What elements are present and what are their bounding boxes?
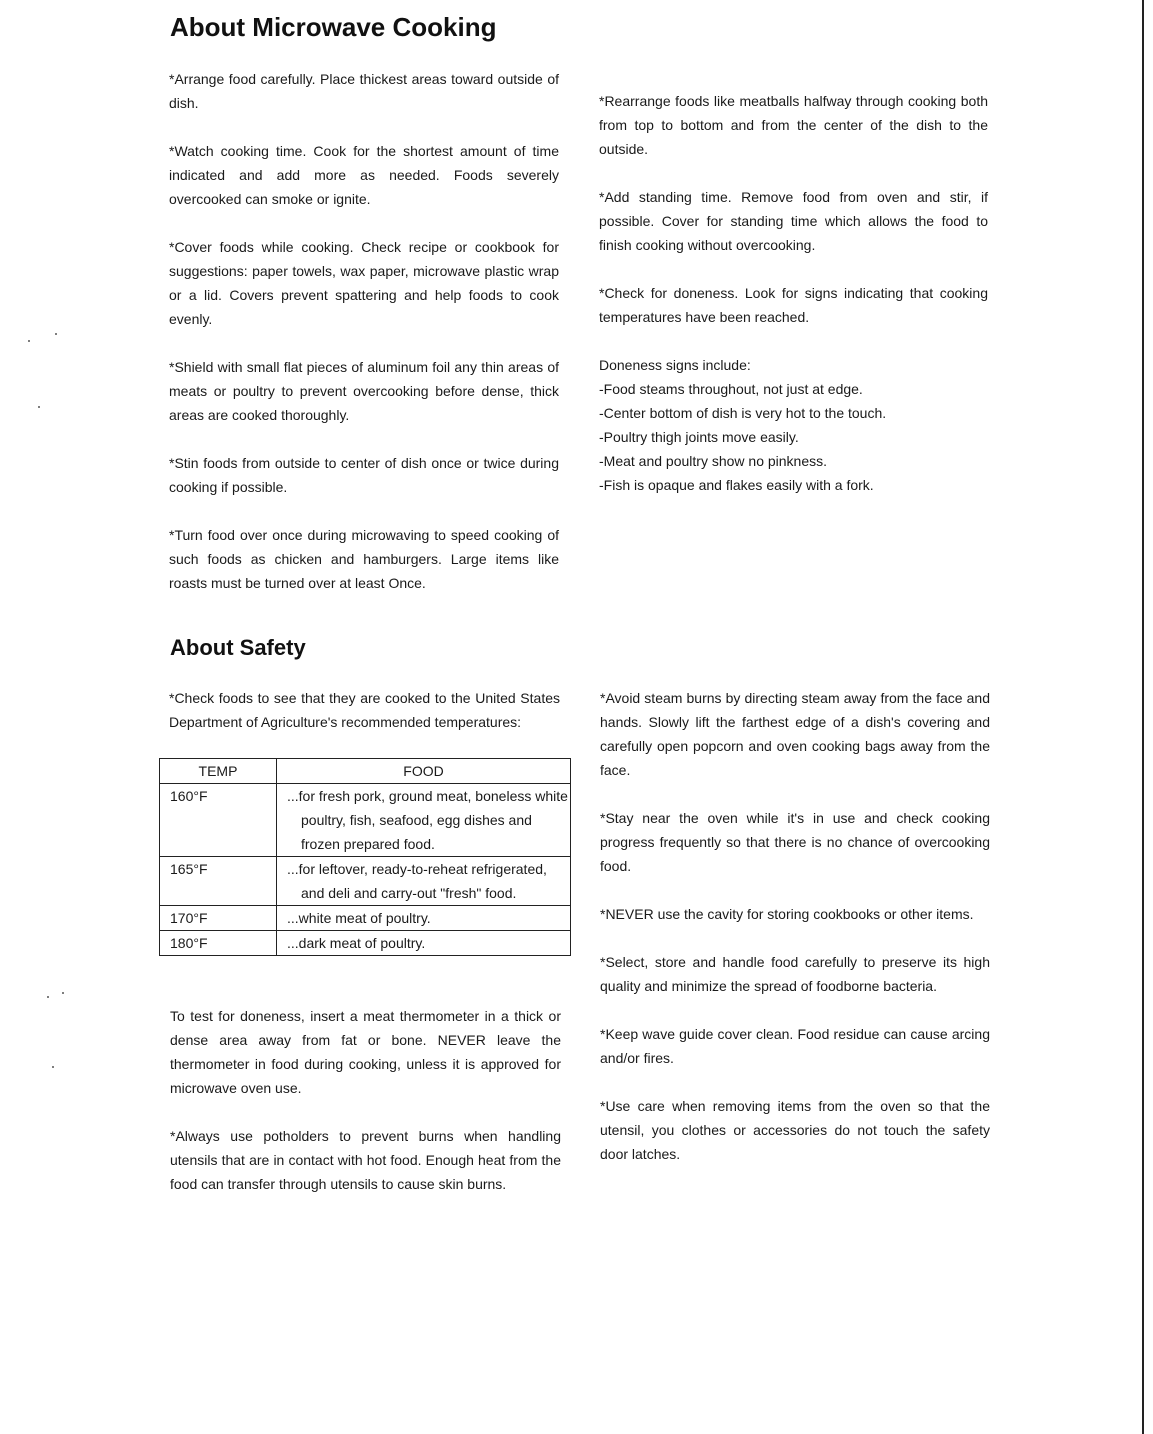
table-row xyxy=(160,857,571,906)
food-description: ...white meat of poultry. xyxy=(287,910,431,926)
tip-doneness: *Check for doneness. Look for signs indicating that cooking temperatures have been reached. xyxy=(599,285,988,325)
cooking-tips-right xyxy=(599,89,988,497)
temp-value: 170°F xyxy=(160,906,277,931)
tip-rearrange: *Rearrange foods like meatballs halfway through cooking both from top to bottom and from the center of the dish to the outside. xyxy=(599,93,988,157)
safety-intro xyxy=(169,686,560,734)
doneness-signs xyxy=(599,353,988,497)
tip-food-handling: *Select, store and handle food carefully to preserve its high quality and minimize the spread of foodborne bacteria. xyxy=(600,954,990,994)
temperature-table xyxy=(159,758,571,956)
header-temp: TEMP xyxy=(160,759,277,784)
safety-tips-right xyxy=(600,686,990,1166)
temp-value: 165°F xyxy=(160,857,277,906)
safety-check-temps: *Check foods to see that they are cooked to the United States Department of Agriculture's recommended temperatures: xyxy=(169,690,560,730)
temp-value: 180°F xyxy=(160,931,277,956)
food-cell xyxy=(277,906,571,931)
food-cell xyxy=(277,931,571,956)
list-item: -Meat and poultry show no pinkness. xyxy=(599,453,828,469)
doneness-list xyxy=(599,377,988,497)
cooking-tips-left xyxy=(169,67,559,595)
scan-edge-line xyxy=(1142,0,1144,1434)
tip-cavity: *NEVER use the cavity for storing cookbooks or other items. xyxy=(600,906,974,922)
scan-speck xyxy=(38,406,40,408)
tip-stir: *Stin foods from outside to center of dish once or twice during cooking if possible. xyxy=(169,455,559,495)
doneness-intro: Doneness signs include: xyxy=(599,357,751,373)
heading-about-safety: About Safety xyxy=(170,635,306,660)
tip-stay-near: *Stay near the oven while it's in use and check cooking progress frequently so that there is no chance of overcooking food. xyxy=(600,810,990,874)
heading-microwave-cooking: About Microwave Cooking xyxy=(170,12,497,42)
list-item: -Fish is opaque and flakes easily with a fork. xyxy=(599,477,874,493)
table-row xyxy=(160,784,571,857)
tip-shield: *Shield with small flat pieces of aluminum foil any thin areas of meats or poultry to prevent overcooking before dense, thick areas are cooked thoroughly. xyxy=(169,359,559,423)
table-row xyxy=(160,906,571,931)
tip-arrange: *Arrange food carefully. Place thickest areas toward outside of dish. xyxy=(169,71,559,111)
food-cell xyxy=(277,784,571,857)
scan-speck xyxy=(47,996,49,998)
list-item: -Center bottom of dish is very hot to the touch. xyxy=(599,405,887,421)
food-cell xyxy=(277,857,571,906)
food-description: ...for leftover, ready-to-reheat refrigerated, and deli and carry-out "fresh" food. xyxy=(287,861,547,901)
scan-speck xyxy=(52,1066,54,1068)
scan-speck xyxy=(28,340,30,342)
scan-speck xyxy=(62,992,64,994)
tip-turn: *Turn food over once during microwaving to speed cooking of such foods as chicken and hamburgers. Large items like roasts must be turned over at least Once. xyxy=(169,527,559,591)
list-item: -Poultry thigh joints move easily. xyxy=(599,429,799,445)
tip-wave-guide: *Keep wave guide cover clean. Food residue can cause arcing and/or fires. xyxy=(600,1026,990,1066)
tip-removing-items: *Use care when removing items from the oven so that the utensil, you clothes or accessories do not touch the safety door latches. xyxy=(600,1098,990,1162)
table-row xyxy=(160,931,571,956)
header-food: FOOD xyxy=(277,759,571,784)
tip-thermometer: To test for doneness, insert a meat thermometer in a thick or dense area away from fat or bone. NEVER leave the thermometer in food during cooking, unless it is approved for microwave oven use. xyxy=(170,1008,561,1096)
tip-potholders: *Always use potholders to prevent burns when handling utensils that are in contact with hot food. Enough heat from the food can transfer through utensils to cause skin burns. xyxy=(170,1128,561,1192)
scan-speck xyxy=(55,333,57,335)
tip-standing-time: *Add standing time. Remove food from oven and stir, if possible. Cover for standing time which allows the food to finish cooking without overcooking. xyxy=(599,189,988,253)
safety-tips-left xyxy=(170,1004,561,1196)
table-header-row xyxy=(160,759,571,784)
temp-value: 160°F xyxy=(160,784,277,857)
food-description: ...for fresh pork, ground meat, boneless white poultry, fish, seafood, egg dishes and frozen prepared food. xyxy=(287,788,568,852)
tip-cover: *Cover foods while cooking. Check recipe or cookbook for suggestions: paper towels, wax paper, microwave plastic wrap or a lid. Covers prevent spattering and help foods to cook evenly. xyxy=(169,239,559,327)
food-description: ...dark meat of poultry. xyxy=(287,935,426,951)
tip-steam-burns: *Avoid steam burns by directing steam away from the face and hands. Slowly lift the farthest edge of a dish's covering and carefully open popcorn and oven cooking bags away from the face. xyxy=(600,690,990,778)
tip-watch-time: *Watch cooking time. Cook for the shortest amount of time indicated and add more as needed. Foods severely overcooked can smoke or ignite. xyxy=(169,143,559,207)
list-item: -Food steams throughout, not just at edge. xyxy=(599,381,863,397)
